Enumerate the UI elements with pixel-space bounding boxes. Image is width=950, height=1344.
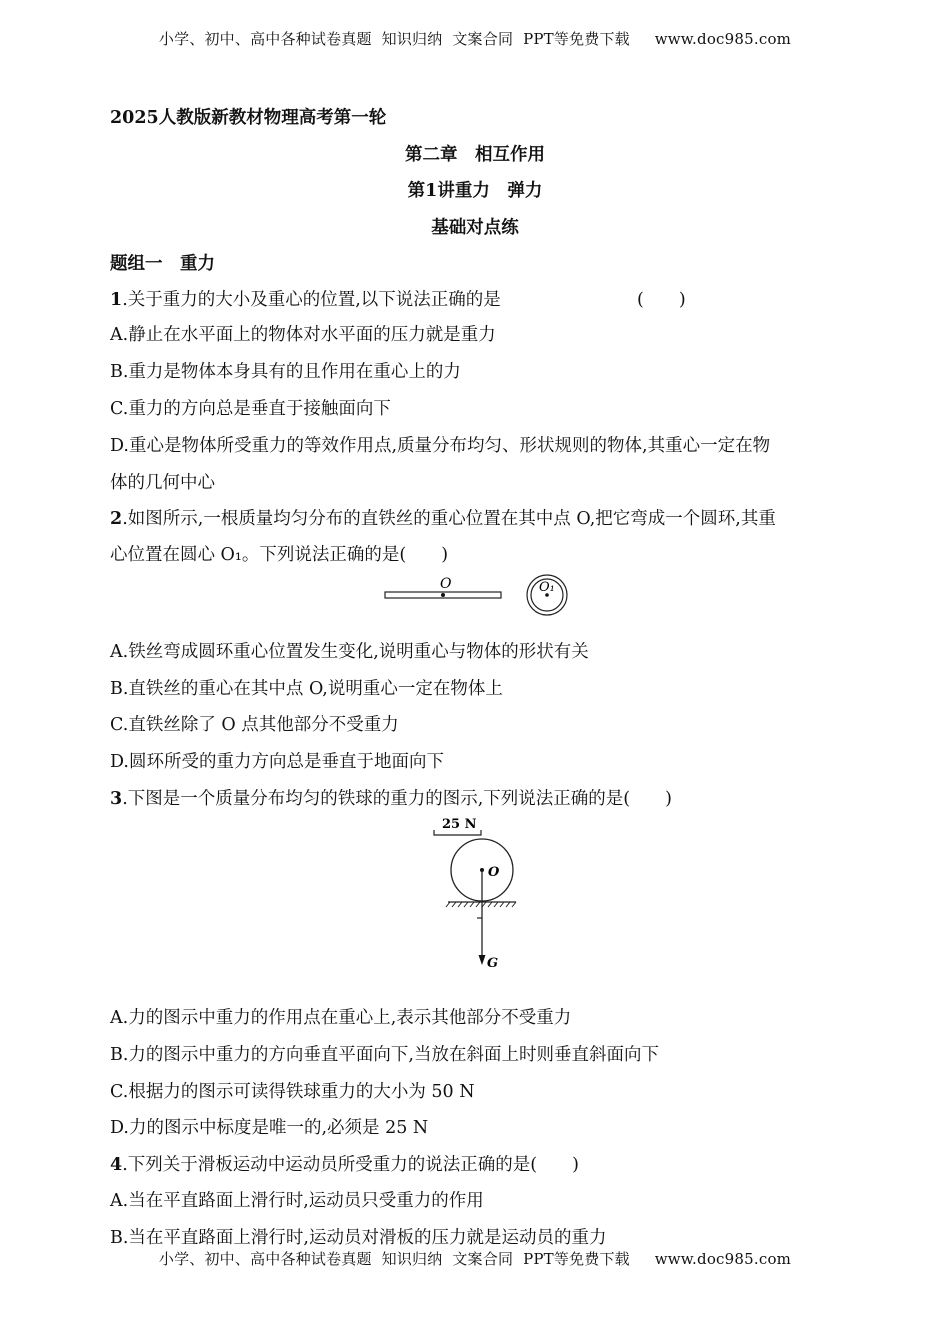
question-1-stem [110,286,501,311]
question-3-stem [110,785,672,810]
option-b: B.当在平直路面上滑行时,运动员对滑板的压力就是运动员的重力 [110,1228,607,1248]
iron-ball-force-figure [420,810,540,975]
option-d: D.重心是物体所受重力的等效作用点,质量分布均匀、形状规则的物体,其重心一定在物 [110,436,771,456]
option-c: C.重力的方向总是垂直于接触面向下 [110,399,391,419]
option-a: A.铁丝弯成圆环重心位置发生变化,说明重心与物体的形状有关 [110,642,589,662]
chapter-title: 第二章 相互作用 [405,145,545,165]
option-c: C.根据力的图示可读得铁球重力的大小为 50 N [110,1082,475,1102]
question-text: .下列关于滑板运动中运动员所受重力的说法正确的是( ) [122,1155,579,1175]
option-c: C.直铁丝除了 O 点其他部分不受重力 [110,715,399,735]
question-number: 4 [110,1155,123,1175]
question-number: 1 [110,290,123,310]
question-text: .如图所示,一根质量均匀分布的直铁丝的重心位置在其中点 O,把它弯成一个圆环,其重 [122,509,776,529]
option-b: B.重力是物体本身具有的且作用在重心上的力 [110,362,461,382]
doc-title: 2025人教版新教材物理高考第一轮 [110,108,387,128]
question-number: 2 [110,509,123,529]
option-a: A.当在平直路面上滑行时,运动员只受重力的作用 [110,1191,484,1211]
option-b: B.力的图示中重力的方向垂直平面向下,当放在斜面上时则垂直斜面向下 [110,1045,659,1065]
answer-bracket: ( ) [637,290,686,310]
section-title: 基础对点练 [431,218,519,238]
question-text: .下图是一个质量分布均匀的铁球的重力的图示,下列说法正确的是( ) [122,789,672,809]
question-2-stem-continued: 心位置在圆心 O₁。下列说法正确的是( ) [110,545,449,565]
ground-hatching [446,902,516,907]
page-footer: 小学、初中、高中各种试卷真题 知识归纳 文案合同 PPT等免费下载 www.doc985.com [158,1250,792,1268]
arrow-head [479,955,486,965]
label-o: O [488,865,500,880]
question-2-stem [110,505,776,530]
group-title: 题组一 重力 [110,254,215,274]
label-o1: O₁ [539,580,555,595]
option-a: A.力的图示中重力的作用点在重心上,表示其他部分不受重力 [110,1008,572,1028]
option-d-continued: 体的几何中心 [110,473,215,493]
wire-ring-figure [380,572,580,622]
question-text: .关于重力的大小及重心的位置,以下说法正确的是 [122,290,501,310]
option-a: A.静止在水平面上的物体对水平面的压力就是重力 [110,325,496,345]
label-g: G [487,956,499,971]
question-number: 3 [110,789,123,809]
page-header: 小学、初中、高中各种试卷真题 知识归纳 文案合同 PPT等免费下载 www.doc985.com [158,30,792,48]
option-d: D.力的图示中标度是唯一的,必须是 25 N [110,1118,429,1138]
label-o: O [440,576,452,592]
center-point-o [441,593,445,597]
option-d: D.圆环所受的重力方向总是垂直于地面向下 [110,752,444,772]
lesson-title: 第1讲重力 弹力 [407,181,543,201]
option-b: B.直铁丝的重心在其中点 O,说明重心一定在物体上 [110,679,503,699]
question-4-stem [110,1151,579,1176]
scale-label: 25 N [442,817,477,832]
